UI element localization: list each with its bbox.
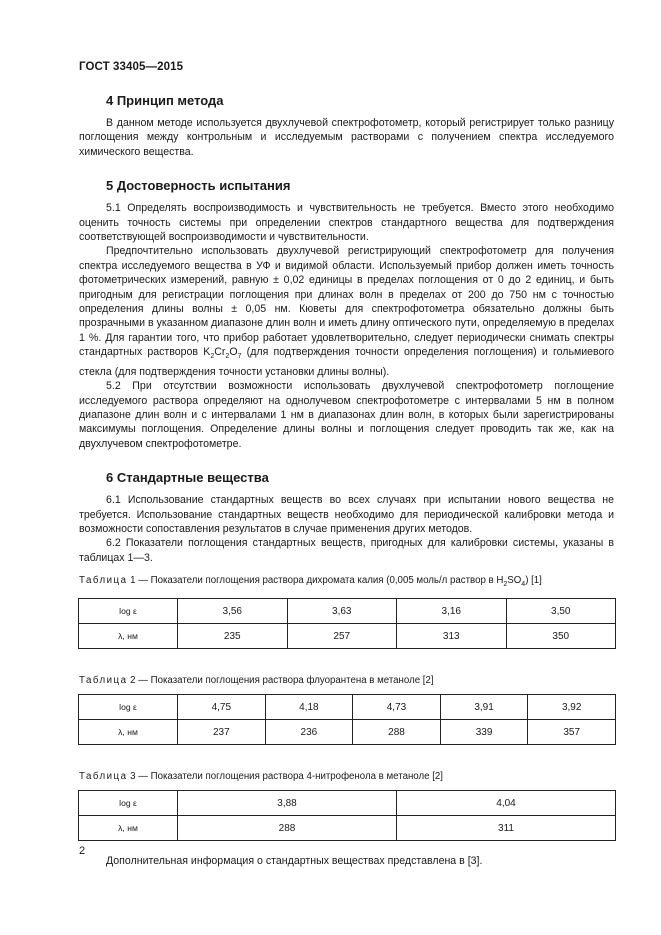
table-cell: 4,18 xyxy=(265,695,353,720)
table-cell: 237 xyxy=(178,720,266,745)
table-cell: 288 xyxy=(178,816,397,841)
section-6-title: 6 Стандартные вещества xyxy=(106,470,269,486)
table-2 xyxy=(78,694,616,745)
table-cell-header: λ, нм xyxy=(79,624,178,649)
table-cell: 3,16 xyxy=(397,599,507,624)
table-cell: 350 xyxy=(506,624,616,649)
table-cell: 3,88 xyxy=(178,791,397,816)
document-code: ГОСТ 33405—2015 xyxy=(79,61,184,73)
section-5-paragraph-2: Предпочтительно использовать двухлучевой регистрирующий спектрофотометр для получения спектра исследуемого вещества в УФ и видимой области. Используемый прибор должен иметь точность фотометрических измерений, равную ± 0,02 единицы в пределах поглощения от 0 до 2 единиц, и быть пригодным для регистрации поглощения при длинах волн в пределах от 200 до 750 нм с точностью определения длины волны ± 0,05 нм. Кюветы для спектрофотометра обязательно должны быть прозрачными в указанном диапазоне длин волн и иметь длину оптического пути, определяемую в пределах 1 %. Для гарантии того, что прибор работает удовлетворительно, следует периодически снимать спектры стандартных растворов $K_2Cr_2O_7$ (для подтверждения точности определения поглощения) и гольмиевого стекла (для подтверждения точности установки длины волны). xyxy=(79,245,614,378)
table-3-caption: Таблица 3 — Показатели поглощения раствора 4-нитрофенола в метаноле [2] xyxy=(79,771,443,783)
table-cell: 4,73 xyxy=(353,695,441,720)
table-cell: 3,92 xyxy=(528,695,616,720)
table-cell: 313 xyxy=(397,624,507,649)
table-1-caption: Таблица 1 — Показатели поглощения раствора дихромата калия (0,005 моль/л раствор в $H_2SO_4$) [1] xyxy=(79,575,542,589)
table-cell: 235 xyxy=(178,624,288,649)
table-cell: 236 xyxy=(265,720,353,745)
table-row xyxy=(79,791,616,816)
table-row xyxy=(79,599,616,624)
section-5-2-paragraph: 5.2 При отсутствии возможности использовать двухлучевой спектрофотометр поглощение исследуемого раствора определяют на однолучевом спектрофотометре с интервалами 5 нм в полном диапазоне длин волн и с интервалами 1 нм в диапазонах длин волн, в которых были зарегистрированы максимумы поглощения. Определение длины волны и поглощения следует проводить так же, как на двухлучевом спектрофотометре. xyxy=(79,380,614,450)
table-1 xyxy=(78,598,616,649)
table-row xyxy=(79,624,616,649)
table-cell: 339 xyxy=(440,720,528,745)
table-cell: 3,91 xyxy=(440,695,528,720)
table-cell-header: λ, нм xyxy=(79,720,178,745)
table-cell-header: log ε xyxy=(79,791,178,816)
section-4-title: 4 Принцип метода xyxy=(106,93,224,108)
additional-info-note: Дополнительная информация о стандартных веществах представлена в [3]. xyxy=(106,855,483,868)
page-content xyxy=(79,93,614,869)
section-5-title: 5 Достоверность испытания xyxy=(106,178,291,194)
table-cell: 311 xyxy=(397,816,616,841)
table-cell: 3,50 xyxy=(506,599,616,624)
table-row xyxy=(79,720,616,745)
section-5-1-paragraph: 5.1 Определять воспроизводимость и чувствительность не требуется. Вместо этого необходимо оценить точность системы при определении спектров стандартного вещества для подтверждения соответствующей воспроизводимости и чувствительности. xyxy=(79,202,614,244)
table-cell: 4,04 xyxy=(397,791,616,816)
page-number: 2 xyxy=(79,845,86,857)
table-row xyxy=(79,695,616,720)
table-cell: 3,56 xyxy=(178,599,288,624)
table-cell-header: log ε xyxy=(79,599,178,624)
table-cell: 257 xyxy=(287,624,397,649)
table-3 xyxy=(78,790,616,841)
section-6-1-paragraph: 6.1 Использование стандартных веществ во всех случаях при испытании нового вещества не требуется. Использование стандартных веществ необходимо для периодической калибровки метода и возможности сопоставления результатов в случае применения других методов. xyxy=(79,494,614,536)
table-cell-header: λ, нм xyxy=(79,816,178,841)
table-cell: 4,75 xyxy=(178,695,266,720)
section-4-paragraph: В данном методе используется двухлучевой спектрофотометр, который регистрирует только разницу поглощения между контрольным и исследуемым растворами с получением спектра исследуемого химического вещества. xyxy=(79,117,614,158)
table-row xyxy=(79,816,616,841)
table-2-caption: Таблица 2 — Показатели поглощения раствора флуорантена в метаноле [2] xyxy=(79,675,434,687)
table-cell-header: log ε xyxy=(79,695,178,720)
section-6-2-paragraph: 6.2 Показатели поглощения стандартных веществ, пригодных для калибровки системы, указаны в таблицах 1—3. xyxy=(79,537,614,564)
table-cell: 288 xyxy=(353,720,441,745)
table-cell: 357 xyxy=(528,720,616,745)
table-cell: 3,63 xyxy=(287,599,397,624)
